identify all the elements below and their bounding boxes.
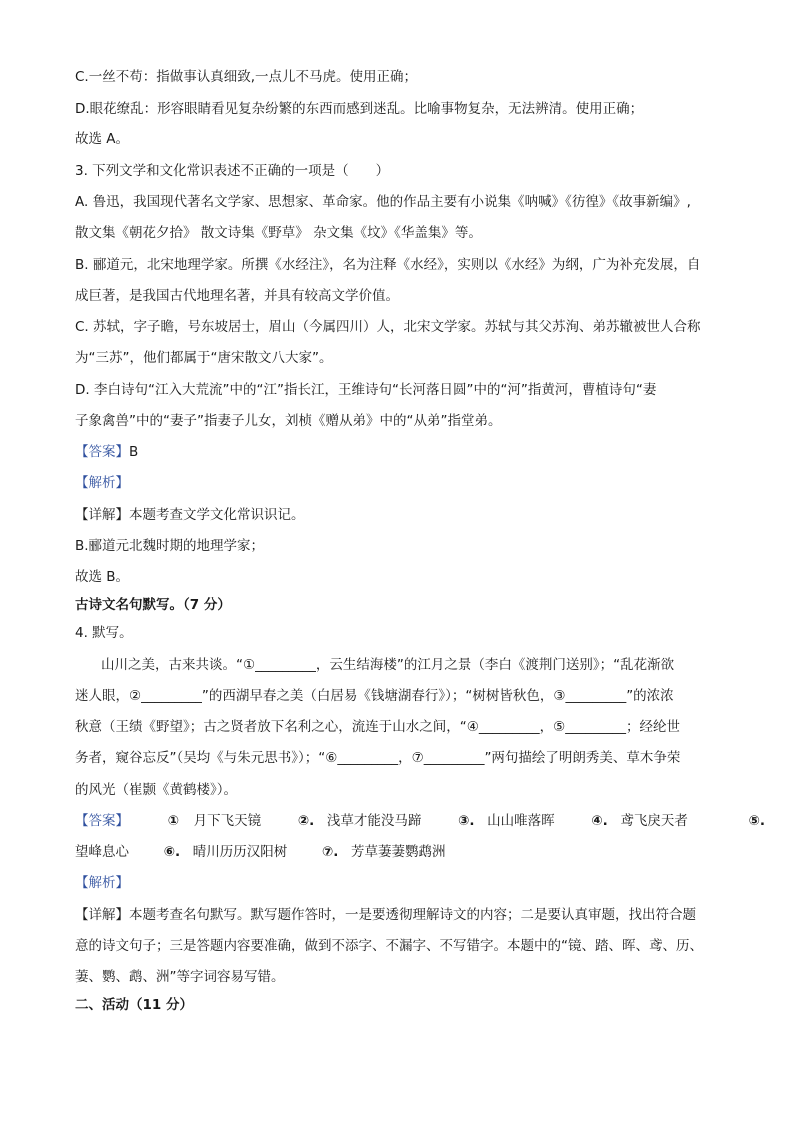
q2-conclusion: 故选 A。 xyxy=(75,131,130,147)
q4-passage-line2: 迷人眼，②_________”的西湖早春之美（白居易《钱塘湖春行》）；“树树皆秋色，③_________”的浓浓 xyxy=(75,688,674,704)
q3-option-d-line2: 子象禽兽”中的“妻子”指妻子儿女，刘桢《赠从弟》中的“从弟”指堂弟。 xyxy=(75,413,502,429)
q3-option-c-line2: 为“三苏”，他们都属于“唐宋散文八大家”。 xyxy=(75,350,333,366)
q3-option-c-line1: C. 苏轼，字子瞻，号东坡居士，眉山（今属四川）人，北宋文学家。苏轼与其父苏洵、弟苏辙被世人合称 xyxy=(75,319,701,335)
q4-passage-line3: 秋意（王绩《野望》；古之贤者放下名利之心，流连于山水之间，“④_________，⑤_________；经纶世 xyxy=(75,719,680,735)
q4-detail-line1 xyxy=(75,906,696,924)
section-heading-activity: 二、活动（11 分） xyxy=(75,997,193,1013)
answer-item: 芳草萋萋鹦鹉洲 xyxy=(351,844,446,860)
q4-passage-line1: 山川之美，古来共谈。“①_________，云生结海楼”的江月之景（李白《渡荆门送别》；“乱花渐欲 xyxy=(101,657,675,673)
q3-option-b-line2: 成巨著，是我国古代地理名著，并具有较高文学价值。 xyxy=(75,288,399,304)
q3-detail xyxy=(75,506,305,524)
q4-stem: 4. 默写。 xyxy=(75,625,133,641)
q3-option-a-line1: A. 鲁迅，我国现代著名文学家、思想家、革命家。他的作品主要有小说集《呐喊》《彷徨》《故事新编》, xyxy=(75,194,691,210)
q3-analysis-tag: 【解析】 xyxy=(75,475,129,491)
q3-stem: 3. 下列文学和文化常识表述不正确的一项是（ ） xyxy=(75,163,390,179)
q3-detail-b: B.郦道元北魏时期的地理学家； xyxy=(75,538,265,554)
answer-tag: 【答案】 xyxy=(75,444,129,460)
answer-number: ⑦. xyxy=(321,844,339,860)
q4-passage-line5: 的风光（崔颢《黄鹤楼》）。 xyxy=(75,782,237,798)
q3-answer xyxy=(75,443,138,461)
answer-item: 山山唯落晖 xyxy=(487,813,555,829)
option-c-explanation: C.一丝不苟：指做事认真细致,一点儿不马虎。使用正确； xyxy=(75,69,418,85)
q3-option-a-line2: 散文集《朝花夕拾》 散文诗集《野草》 杂文集《坟》《华盖集》等。 xyxy=(75,225,482,241)
answer-number: ① xyxy=(167,813,180,829)
q4-detail-line2: 意的诗文句子；三是答题内容要准确，做到不添字、不漏字、不写错字。本题中的“镜、踏、晖、鸢、历、 xyxy=(75,938,703,954)
detail-tag: 【详解】 xyxy=(75,907,129,923)
answer-item: 望峰息心 xyxy=(75,844,129,860)
q4-passage-line4: 务者，窥谷忘反”（吴均《与朱元思书》）；“⑥_________，⑦_________”两句描绘了明朗秀美、草木争荣 xyxy=(75,750,681,766)
answer-item: 鸢飞戾天者 xyxy=(620,813,688,829)
q3-option-d-line1: D. 李白诗句“江入大荒流”中的“江”指长江，王维诗句“长河落日圆”中的“河”指黄河，曹植诗句“妻 xyxy=(75,382,657,398)
detail-tag: 【详解】 xyxy=(75,507,129,523)
answer-tag: 【答案】 xyxy=(75,813,129,829)
q4-detail-line3: 萋、鹦、鹉、洲”等字词容易写错。 xyxy=(75,969,285,985)
detail-text: 本题考查名句默写。默写题作答时，一是要透彻理解诗文的内容；二是要认真审题，找出符合题 xyxy=(129,907,696,923)
answer-value: B xyxy=(129,444,139,460)
answer-number: ④. xyxy=(591,813,608,829)
q4-answer-row1 xyxy=(75,812,765,830)
answer-number: ②. xyxy=(297,813,315,829)
answer-item: 晴川历历汉阳树 xyxy=(192,844,288,860)
q3-conclusion: 故选 B。 xyxy=(75,569,130,585)
answer-item: 月下飞天镜 xyxy=(193,813,262,829)
option-d-explanation: D.眼花缭乱：形容眼睛看见复杂纷繁的东西而感到迷乱。比喻事物复杂，无法辨清。使用正确； xyxy=(75,101,644,117)
section-heading-poetry: 古诗文名句默写。（7 分） xyxy=(75,597,231,613)
q4-analysis-tag: 【解析】 xyxy=(75,875,129,891)
answer-number: ⑤. xyxy=(748,813,766,829)
detail-text: 本题考查文学文化常识识记。 xyxy=(129,507,305,523)
answer-number: ③. xyxy=(457,813,475,829)
q3-option-b-line1: B. 郦道元，北宋地理学家。所撰《水经注》，名为注释《水经》，实则以《水经》为纲，广为补充发展，自 xyxy=(75,257,701,273)
answer-number: ⑥. xyxy=(163,844,181,860)
answer-item: 浅草才能没马蹄 xyxy=(326,813,422,829)
q4-answer-row2 xyxy=(75,843,446,861)
